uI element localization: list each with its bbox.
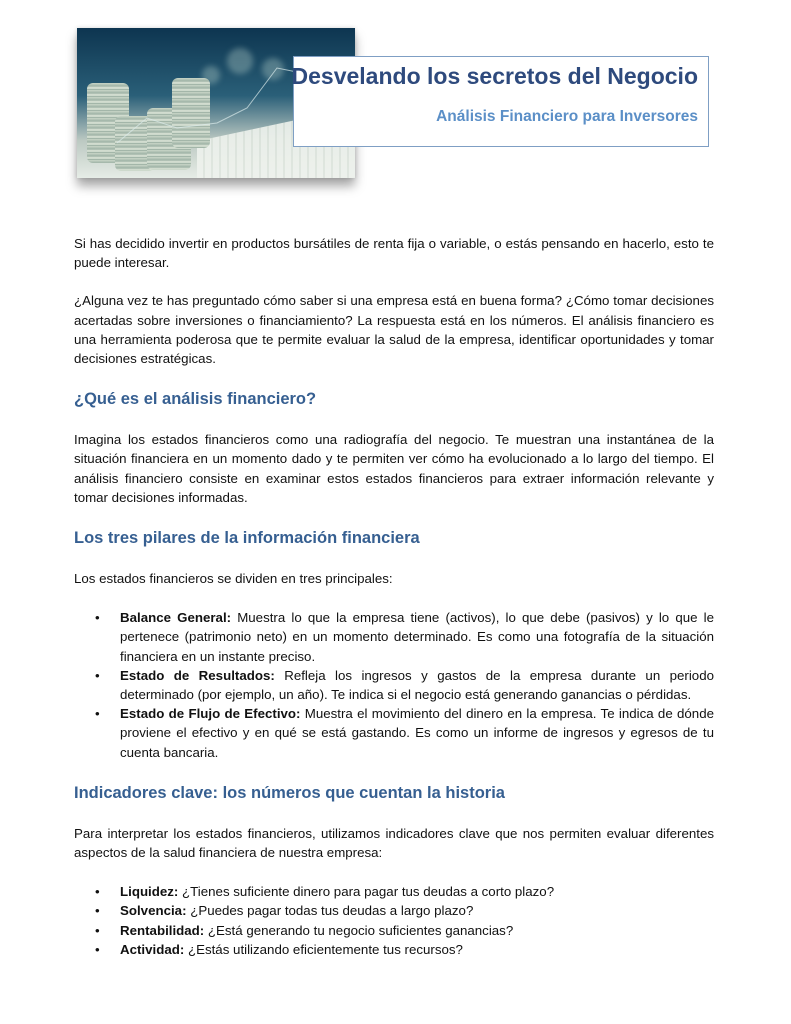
list-item-text: ¿Puedes pagar todas tus deudas a largo plazo? — [186, 903, 474, 919]
intro-paragraph: Si has decidido invertir en productos bursátiles de renta fija o variable, o estás pensando en hacerlo, esto te puede interesar. — [74, 236, 714, 271]
section-heading: ¿Qué es el análisis financiero? — [74, 390, 317, 409]
list-item — [74, 882, 714, 901]
intro-paragraph: ¿Alguna vez te has preguntado cómo saber si una empresa está en buena forma? ¿Cómo tomar decisiones acertadas sobre inversiones o financiamiento? La respuesta está en los números. El análisis financiero es una herramienta poderosa que te permite evaluar la salud de la empresa, identificar oportunidades y tomar decisiones estratégicas. — [74, 293, 714, 367]
list-item — [74, 704, 714, 762]
section-paragraph: Para interpretar los estados financieros, utilizamos indicadores clave que nos permiten evaluar diferentes aspectos de la salud financiera de nuestra empresa: — [74, 825, 714, 861]
list-item — [74, 901, 714, 920]
document-body — [74, 234, 714, 959]
list-item-term: Actividad: — [120, 941, 185, 957]
list-item-term: Rentabilidad: — [120, 922, 205, 938]
bullet-icon: • — [95, 922, 100, 938]
list-item — [74, 921, 714, 940]
list-item — [74, 666, 714, 704]
list-item-term: Balance General: — [120, 610, 232, 626]
list-item-text: Muestra el movimiento del dinero en la empresa. Te indica de dónde proviene el efectivo y en qué se está gastando. Es como un informe de ingresos y egresos de tu cuenta bancaria. — [120, 706, 714, 760]
section-paragraph: Imagina los estados financieros como una radiografía del negocio. Te muestran una instantánea de la situación financiera en un momento dado y te permiten ver cómo ha evolucionado a lo largo del tiempo. El análisis financiero consiste en examinar estos estados financieros para extraer información relevante y tomar decisiones informadas. — [74, 432, 714, 505]
list-item — [74, 940, 714, 959]
financial-statements-list — [74, 608, 714, 762]
document-subtitle: Análisis Financiero para Inversores — [436, 108, 698, 125]
list-item-text: ¿Está generando tu negocio suficientes ganancias? — [204, 922, 514, 938]
list-item-text: ¿Estás utilizando eficientemente tus recursos? — [184, 941, 463, 957]
bullet-icon: • — [95, 903, 100, 919]
section-paragraph: Los estados financieros se dividen en tres principales: — [74, 571, 393, 587]
bullet-icon: • — [95, 884, 100, 900]
bullet-icon: • — [95, 941, 100, 957]
title-box — [293, 56, 709, 147]
list-item-text: Muestra lo que la empresa tiene (activos), lo que debe (pasivos) y lo que le pertenece (patrimonio neto) en un momento determinado. Es como una fotografía de la situación financiera en un instante preciso. — [120, 610, 714, 664]
key-indicators-list — [74, 882, 714, 959]
bullet-icon: • — [95, 667, 100, 683]
list-item-term: Estado de Flujo de Efectivo: — [120, 706, 301, 722]
bullet-icon: • — [95, 610, 100, 626]
section-heading: Los tres pilares de la información financiera — [74, 529, 420, 548]
list-item-term: Solvencia: — [120, 903, 187, 919]
list-item-text: ¿Tienes suficiente dinero para pagar tus deudas a corto plazo? — [178, 884, 555, 900]
document-title: Desvelando los secretos del Negocio — [291, 63, 698, 89]
list-item — [74, 608, 714, 666]
bullet-icon: • — [95, 706, 100, 722]
list-item-term: Estado de Resultados: — [120, 667, 275, 683]
list-item-term: Liquidez: — [120, 884, 179, 900]
section-heading: Indicadores clave: los números que cuentan la historia — [74, 783, 505, 802]
list-item-text: Refleja los ingresos y gastos de la empresa durante un periodo determinado (por ejemplo, un año). Te indica si el negocio está generando ganancias o pérdidas. — [120, 667, 714, 703]
